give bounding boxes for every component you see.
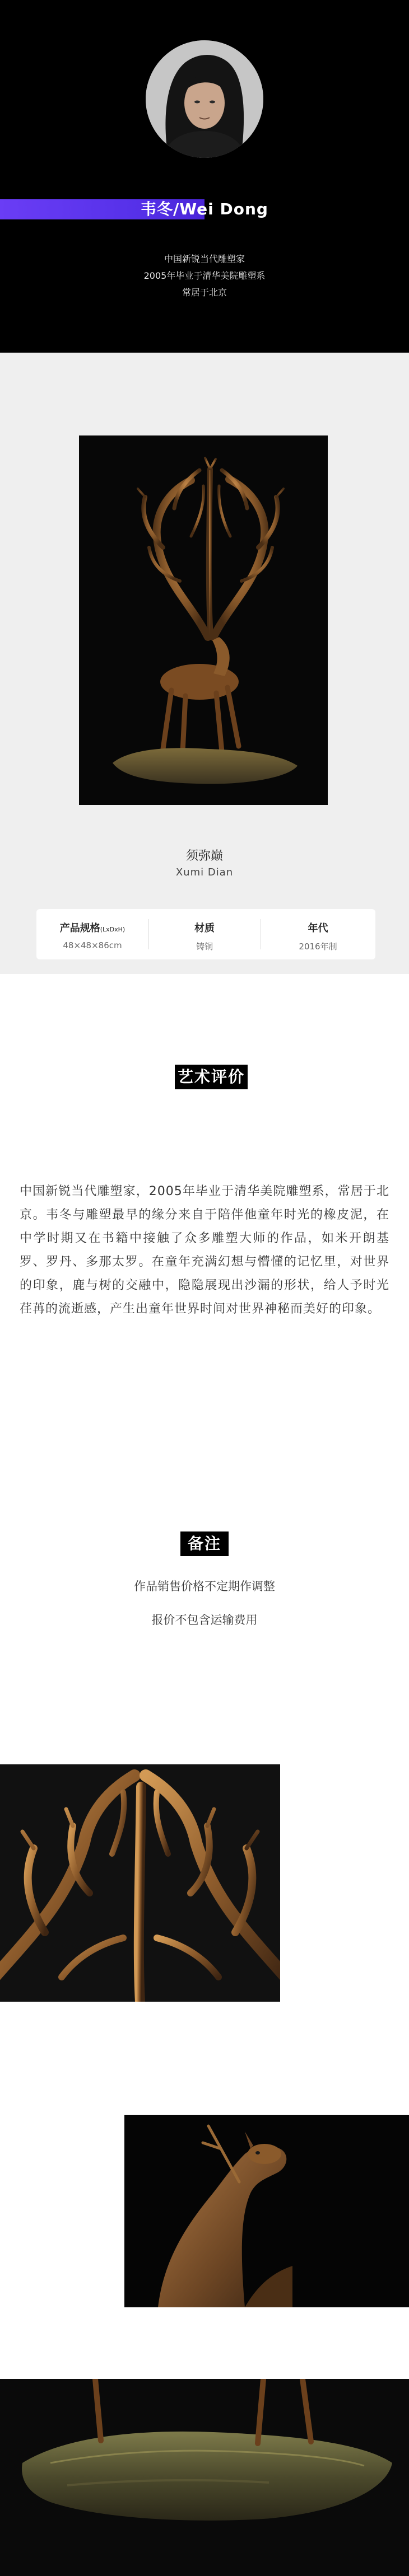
artwork-title: 须弥巅: [185, 849, 223, 863]
detail-photo-base: [0, 2379, 409, 2576]
spec-material: [148, 909, 261, 959]
artist-bio: [0, 251, 409, 301]
artist-avatar: [146, 40, 263, 158]
bio-line: 中国新锐当代雕塑家: [164, 254, 245, 264]
spec-value: 48×48×86cm: [63, 940, 122, 950]
review-heading: 艺术评价: [175, 1065, 248, 1089]
bio-line: 常居于北京: [182, 287, 227, 298]
detail-photo-crown: [0, 1764, 280, 2002]
spec-label: 年代: [308, 922, 328, 934]
notes-heading: 备注: [180, 1531, 229, 1556]
artist-name: 韦冬/Wei Dong: [141, 200, 268, 218]
detail-photo-deer: [124, 2115, 409, 2307]
spec-value: 铸铜: [196, 942, 213, 952]
spec-card: [36, 909, 375, 959]
note-line: 报价不包含运输费用: [151, 1613, 258, 1627]
artist-header: [0, 0, 409, 353]
bio-line: 2005年毕业于清华美院雕塑系: [143, 270, 266, 281]
artwork-title-en: Xumi Dian: [175, 867, 234, 878]
review-body: 中国新锐当代雕塑家，2005年毕业于清华美院雕塑系，常居于北京。韦冬与雕塑最早的缘分来自于陪伴他童年时光的橡皮泥，在中学时期又在书籍中接触了众多雕塑大师的作品，如米开朗基罗、罗丹、多那太罗。在童年充满幻想与懵懂的记忆里，对世界的印象，鹿与树的交融中，隐隐展现出沙漏的形状，给人予时光荏苒的流逝感，产生出童年世界时间对世界神秘而美好的印象。: [20, 1184, 389, 1316]
spec-size: [36, 909, 148, 959]
spec-label: 产品规格(LxDxH): [59, 922, 126, 934]
spec-value: 2016年制: [299, 942, 337, 952]
spec-label: 材质: [194, 922, 215, 934]
spec-year: [261, 909, 375, 959]
artwork-photo: [79, 435, 328, 805]
note-line: 作品销售价格不定期作调整: [134, 1580, 275, 1593]
